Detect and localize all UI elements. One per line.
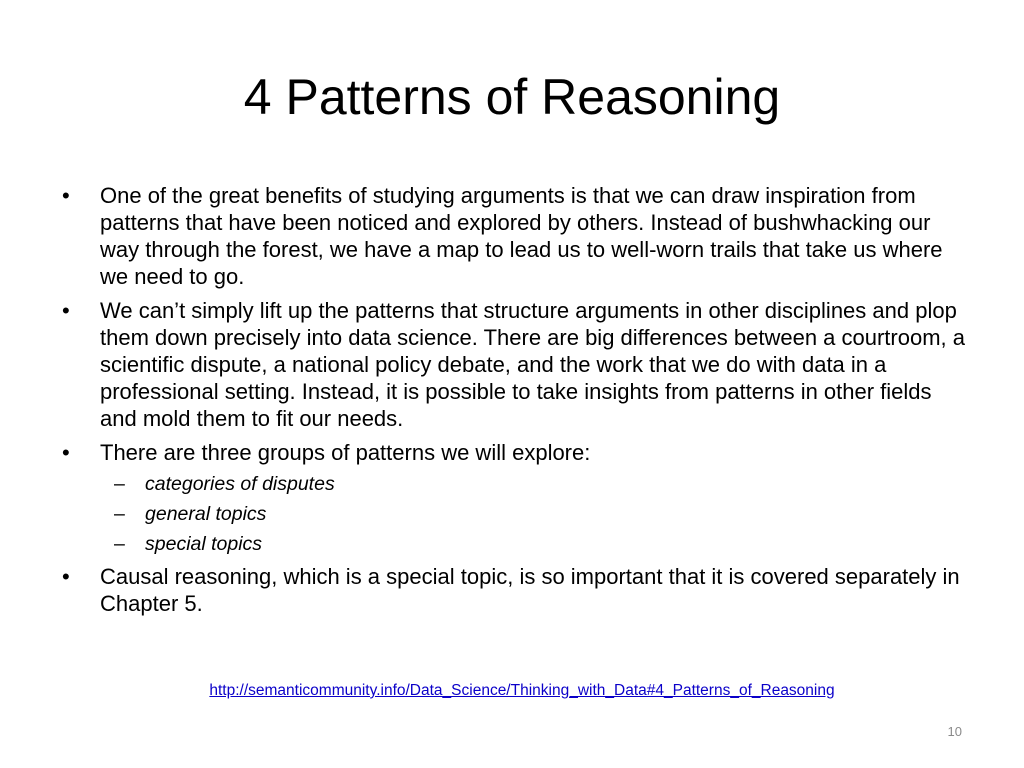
slide-title: 4 Patterns of Reasoning	[243, 69, 781, 125]
bullet-item	[60, 297, 970, 432]
bullet-marker: •	[62, 564, 70, 589]
bullet-text: One of the great benefits of studying arguments is that we can draw inspiration from patterns that have been noticed and explored by others. Instead of bushwhacking our way through the forest, we have a map to lead us to well-worn trails that take us where we need to go.	[100, 183, 943, 289]
subbullet-item	[60, 471, 970, 497]
bullet-text: There are three groups of patterns we will explore:	[100, 440, 591, 465]
bullet-marker: •	[62, 440, 70, 465]
page-number: 10	[947, 724, 962, 739]
subbullet-marker: –	[114, 503, 125, 525]
source-link[interactable]: http://semanticommunity.info/Data_Science/Thinking_with_Data#4_Patterns_of_Reasoning	[209, 682, 835, 699]
bullet-item	[60, 439, 970, 466]
bullet-marker: •	[62, 183, 70, 208]
subbullet-text: categories of disputes	[145, 473, 335, 495]
subbullet-marker: –	[114, 473, 125, 495]
subbullet-marker: –	[114, 533, 125, 555]
bullet-item	[60, 182, 970, 290]
bullet-item	[60, 563, 970, 617]
bullet-marker: •	[62, 298, 70, 323]
subbullet-item	[60, 501, 970, 527]
bullet-text: We can’t simply lift up the patterns that structure arguments in other disciplines and plop them down precisely into data science. There are big differences between a courtroom, a scientific dispute, a national policy debate, and the work that we do with data in a professional setting. Instead, it is possible to take insights from patterns in other fields and mold them to fit our needs.	[100, 298, 966, 431]
subbullet-text: general topics	[145, 503, 267, 525]
bullet-list	[60, 182, 970, 624]
subbullet-text: special topics	[145, 533, 263, 555]
bullet-text: Causal reasoning, which is a special topic, is so important that it is covered separately in Chapter 5.	[100, 564, 960, 616]
subbullet-item	[60, 531, 970, 557]
